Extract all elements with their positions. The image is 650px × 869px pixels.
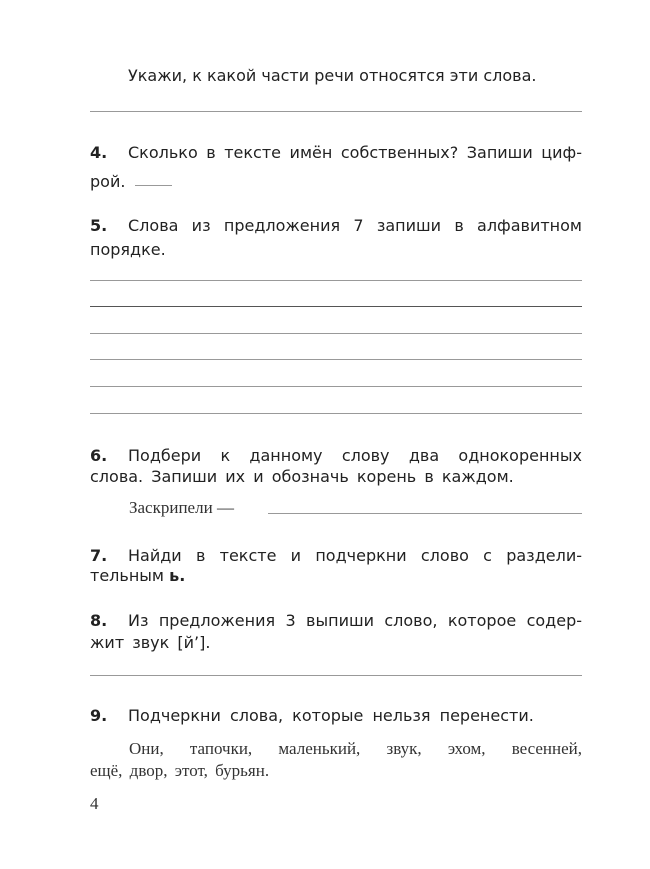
answer-line[interactable] bbox=[90, 675, 582, 676]
task-9: 9. Подчеркни слова, которые нельзя перенести. bbox=[90, 706, 534, 725]
given-word: Заскрипели — bbox=[129, 498, 234, 517]
task-8-line2: жит звук [й’]. bbox=[90, 633, 211, 652]
answer-line[interactable] bbox=[90, 413, 582, 414]
task-6-line2: слова. Запиши их и обозначь корень в каждом. bbox=[90, 467, 514, 486]
answer-line[interactable] bbox=[90, 306, 582, 307]
answer-line[interactable] bbox=[135, 185, 172, 186]
answer-line[interactable] bbox=[90, 280, 582, 281]
task-7-line2: тельным ь. bbox=[90, 566, 186, 585]
task-5: 5. Слова из предложения 7 запиши в алфавитном bbox=[90, 216, 582, 235]
task-6: 6. Подбери к данному слову два однокоренных bbox=[90, 446, 582, 465]
task-7: 7. Найди в тексте и подчеркни слово с раздели- bbox=[90, 546, 582, 565]
task-4: 4. Сколько в тексте имён собственных? Запиши циф- bbox=[90, 143, 582, 162]
answer-line[interactable] bbox=[90, 111, 582, 112]
task-8: 8. Из предложения 3 выпиши слово, которое содер- bbox=[90, 611, 582, 630]
word-list-line1: Они, тапочки, маленький, звук, эхом, весенней, bbox=[129, 739, 582, 758]
answer-line[interactable] bbox=[90, 333, 582, 334]
intro-text: Укажи, к какой части речи относятся эти слова. bbox=[128, 66, 537, 85]
answer-line[interactable] bbox=[90, 386, 582, 387]
task-5-line2: порядке. bbox=[90, 240, 166, 259]
answer-line[interactable] bbox=[90, 359, 582, 360]
word-list-line2: ещё, двор, этот, бурьян. bbox=[90, 761, 270, 780]
page-number: 4 bbox=[90, 794, 99, 813]
task-4-line2: рой. bbox=[90, 172, 126, 191]
answer-line[interactable] bbox=[268, 513, 582, 514]
